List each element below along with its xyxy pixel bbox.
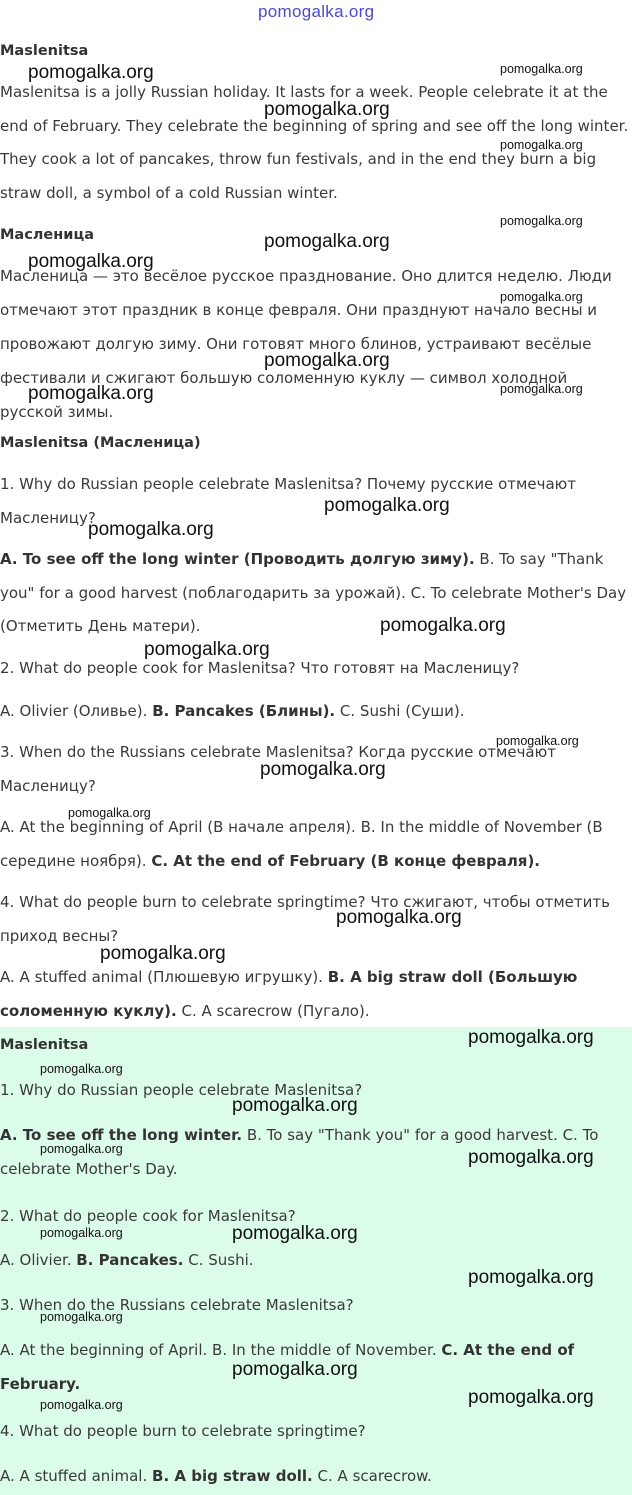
watermark: pomogalka.org bbox=[336, 907, 462, 928]
site-watermark-header[interactable]: pomogalka.org bbox=[258, 2, 375, 21]
quiz-question-4: 4. What do people burn to celebrate springtime? Что сжигают, чтобы отметить приход весны? bbox=[0, 893, 610, 945]
watermark: pomogalka.org bbox=[264, 231, 390, 252]
quiz-option-c: C. To celebrate Mother's Day (Отметить День матери). bbox=[0, 583, 627, 635]
watermark: pomogalka.org bbox=[468, 1027, 594, 1048]
watermark: pomogalka.org bbox=[468, 1267, 594, 1288]
quiz-option-b: B. To say "Thank you" for a good harvest (поблагодарить за урожай). bbox=[0, 550, 604, 602]
watermark: pomogalka.org bbox=[28, 383, 154, 404]
quiz-bilingual-title: Maslenitsa (Масленица) bbox=[0, 435, 201, 451]
watermark: pomogalka.org bbox=[40, 1310, 123, 1324]
quiz-option-b: B. In the middle of November (В середине ноября). bbox=[0, 818, 603, 870]
answer-question-3: 3. When do the Russians celebrate Maslenitsa? bbox=[0, 1296, 354, 1314]
answer-option-c: C. To celebrate Mother's Day. bbox=[0, 1126, 599, 1178]
quiz-option-c: C. A scarecrow (Пугало). bbox=[181, 1001, 370, 1020]
answer-question-1: 1. Why do Russian people celebrate Maslenitsa? bbox=[0, 1081, 363, 1099]
watermark: pomogalka.org bbox=[264, 99, 390, 120]
watermark: pomogalka.org bbox=[232, 1223, 358, 1244]
answer-option-b: B. In the middle of November. bbox=[212, 1341, 437, 1359]
watermark: pomogalka.org bbox=[232, 1359, 358, 1380]
answer-option-c: C. A scarecrow. bbox=[317, 1467, 432, 1485]
watermark: pomogalka.org bbox=[40, 1142, 123, 1156]
title-russian: Масленица bbox=[0, 227, 94, 243]
answer-correct: C. At the end of February. bbox=[0, 1341, 575, 1393]
watermark: pomogalka.org bbox=[68, 806, 151, 820]
watermark: pomogalka.org bbox=[500, 214, 583, 228]
watermark: pomogalka.org bbox=[232, 1095, 358, 1116]
watermark: pomogalka.org bbox=[380, 615, 506, 636]
quiz-correct-answer: B. Pancakes (Блины). bbox=[152, 702, 336, 720]
watermark: pomogalka.org bbox=[260, 759, 386, 780]
quiz-question-3: 3. When do the Russians celebrate Maslenitsa? Когда русские отмечают Масленицу? bbox=[0, 743, 556, 795]
watermark: pomogalka.org bbox=[28, 251, 154, 272]
quiz-answers-2 bbox=[0, 695, 632, 729]
quiz-correct-answer: C. At the end of February (В конце февраля). bbox=[151, 851, 540, 870]
answer-options-2 bbox=[0, 1244, 632, 1278]
watermark: pomogalka.org bbox=[468, 1147, 594, 1168]
quiz-question-2: 2. What do people cook for Maslenitsa? Что готовят на Масленицу? bbox=[0, 659, 520, 677]
answer-option-a: A. Olivier. bbox=[0, 1251, 72, 1269]
watermark: pomogalka.org bbox=[500, 290, 583, 304]
answer-options-4 bbox=[0, 1460, 632, 1494]
answer-option-c: C. Sushi. bbox=[188, 1251, 254, 1269]
watermark: pomogalka.org bbox=[28, 62, 154, 83]
paragraph-russian: Масленица — это весёлое русское празднование. Оно длится неделю. Люди отмечают этот праздник в конце февраля. Они празднуют начало весны и провожают долгую зиму. Они готовят много блинов, устраивают весёлые фестивали и сжигают большую соломенную куклу — символ холодной русской зимы. bbox=[0, 267, 612, 421]
watermark: pomogalka.org bbox=[468, 1387, 594, 1408]
watermark: pomogalka.org bbox=[500, 62, 583, 76]
watermark: pomogalka.org bbox=[40, 1062, 123, 1076]
quiz-answers-1 bbox=[0, 543, 632, 644]
answer-question-4: 4. What do people burn to celebrate springtime? bbox=[0, 1422, 366, 1440]
watermark: pomogalka.org bbox=[264, 350, 390, 371]
answer-options-1 bbox=[0, 1119, 632, 1186]
quiz-correct-answer: B. A big straw doll (Большую соломенную куклу). bbox=[0, 968, 578, 1020]
watermark: pomogalka.org bbox=[496, 734, 579, 748]
quiz-option-c: C. Sushi (Суши). bbox=[339, 702, 465, 720]
watermark: pomogalka.org bbox=[100, 943, 226, 964]
quiz-correct-answer: A. To see off the long winter (Проводить долгую зиму). bbox=[0, 550, 475, 568]
quiz-option-a: A. Olivier (Оливье). bbox=[0, 702, 148, 720]
quiz-question-1: 1. Why do Russian people celebrate Maslenitsa? Почему русские отмечают Масленицу? bbox=[0, 475, 577, 527]
quiz-option-a: A. A stuffed animal (Плюшевую игрушку). bbox=[0, 968, 323, 986]
watermark: pomogalka.org bbox=[500, 382, 583, 396]
quiz-answers-4 bbox=[0, 961, 632, 1028]
watermark: pomogalka.org bbox=[88, 519, 214, 540]
title-english: Maslenitsa bbox=[0, 43, 89, 59]
answer-correct: B. A big straw doll. bbox=[152, 1467, 313, 1485]
answer-correct: A. To see off the long winter. bbox=[0, 1126, 243, 1144]
quiz-option-a: A. At the beginning of April (В начале апреля). bbox=[0, 818, 356, 836]
answer-question-2: 2. What do people cook for Maslenitsa? bbox=[0, 1207, 296, 1225]
watermark: pomogalka.org bbox=[144, 639, 270, 660]
answers-title: Maslenitsa bbox=[0, 1037, 89, 1053]
paragraph-english: Maslenitsa is a jolly Russian holiday. It lasts for a week. People celebrate it at the end of February. They celebrate the beginning of spring and see off the long winter. They cook a lot of pancakes, throw fun festivals, and in the end they burn a big straw doll, a symbol of a cold Russian winter. bbox=[0, 83, 629, 202]
answer-correct: B. Pancakes. bbox=[76, 1251, 184, 1269]
watermark: pomogalka.org bbox=[500, 138, 583, 152]
answer-options-3 bbox=[0, 1334, 632, 1401]
watermark: pomogalka.org bbox=[324, 495, 450, 516]
answer-option-b: B. To say "Thank you" for a good harvest. bbox=[246, 1126, 558, 1144]
answer-option-a: A. At the beginning of April. bbox=[0, 1341, 208, 1359]
watermark: pomogalka.org bbox=[40, 1226, 123, 1240]
answer-option-a: A. A stuffed animal. bbox=[0, 1467, 148, 1485]
quiz-answers-3 bbox=[0, 811, 632, 878]
watermark: pomogalka.org bbox=[40, 1398, 123, 1412]
